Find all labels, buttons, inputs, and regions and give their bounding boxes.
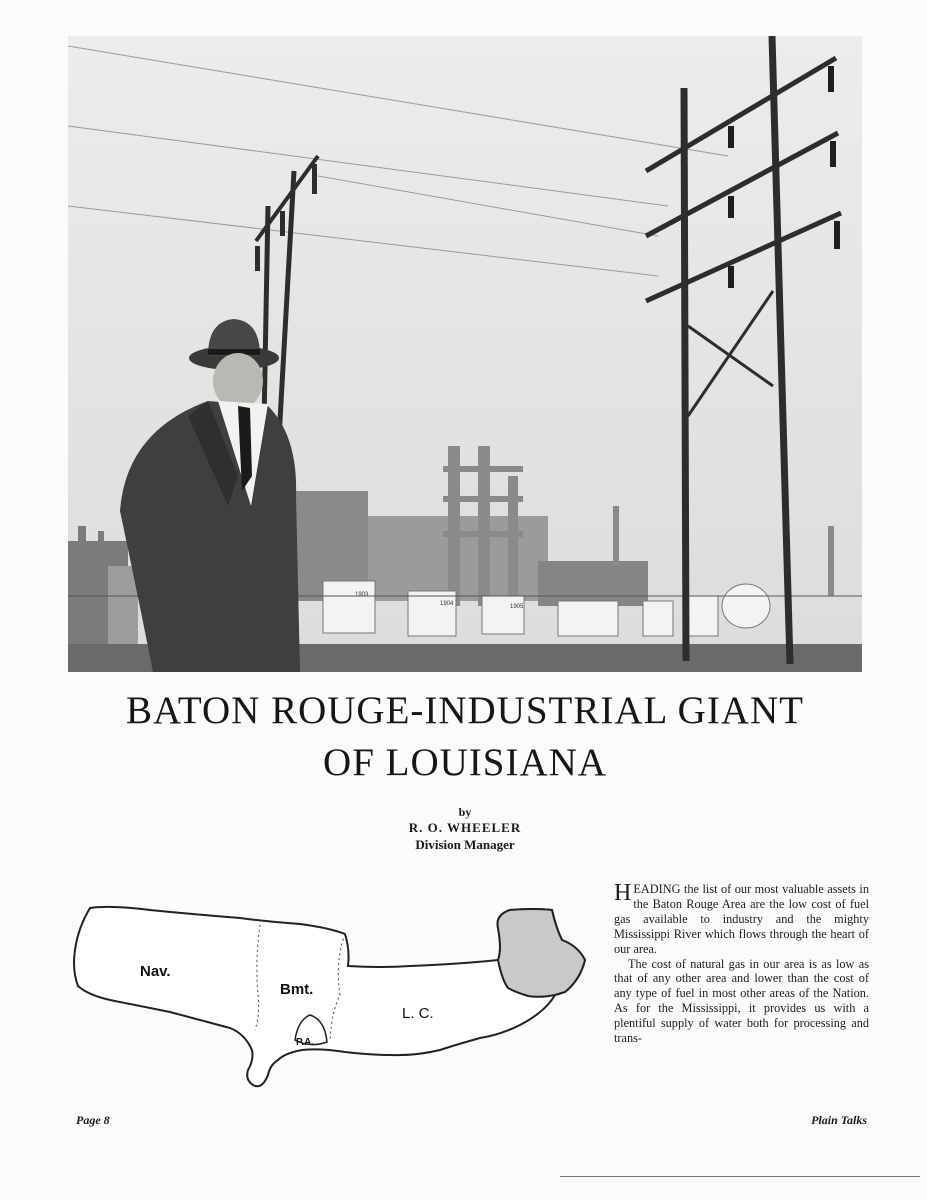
page-number: Page 8 <box>76 1113 110 1127</box>
tank-label-1903: 1903 <box>355 592 369 598</box>
paragraph-2: The cost of natural gas in our area is as low as that of any other area and lower than the cost of any type of fuel in most other areas of the Nation. As for the Mississippi, it provides us with a plentiful supply of water both for processing and trans- <box>614 956 869 1046</box>
paragraph-1-text: EADING the list of our most valuable assets in the Baton Rouge Area are the low cost of fuel gas available to industry and the mighty Mississippi River which flows through the heart of our area. <box>614 882 869 956</box>
map-label-bmt: Bmt. <box>280 981 314 998</box>
bottom-rule <box>560 1176 920 1177</box>
division-map <box>70 900 595 1095</box>
author-name: R. O. WHEELER <box>408 820 522 835</box>
map-label-lc: L. C. <box>402 1005 434 1022</box>
headline-line-2: OF LOUISIANA <box>323 741 607 784</box>
article-body <box>614 882 869 1046</box>
paragraph-1 <box>614 882 869 957</box>
author-title: Division Manager <box>415 837 515 852</box>
tank-label-1905: 1905 <box>510 604 524 610</box>
byline-by: by <box>458 805 472 819</box>
map-label-pa: P.A. <box>296 1037 315 1048</box>
map-label-nav: Nav. <box>140 963 171 980</box>
magazine-name: Plain Talks <box>811 1113 867 1127</box>
tank-label-1904: 1904 <box>440 601 454 607</box>
drop-cap: H <box>614 880 632 906</box>
headline-line-1: BATON ROUGE-INDUSTRIAL GIANT <box>126 689 804 732</box>
refinery-photo <box>68 36 862 672</box>
